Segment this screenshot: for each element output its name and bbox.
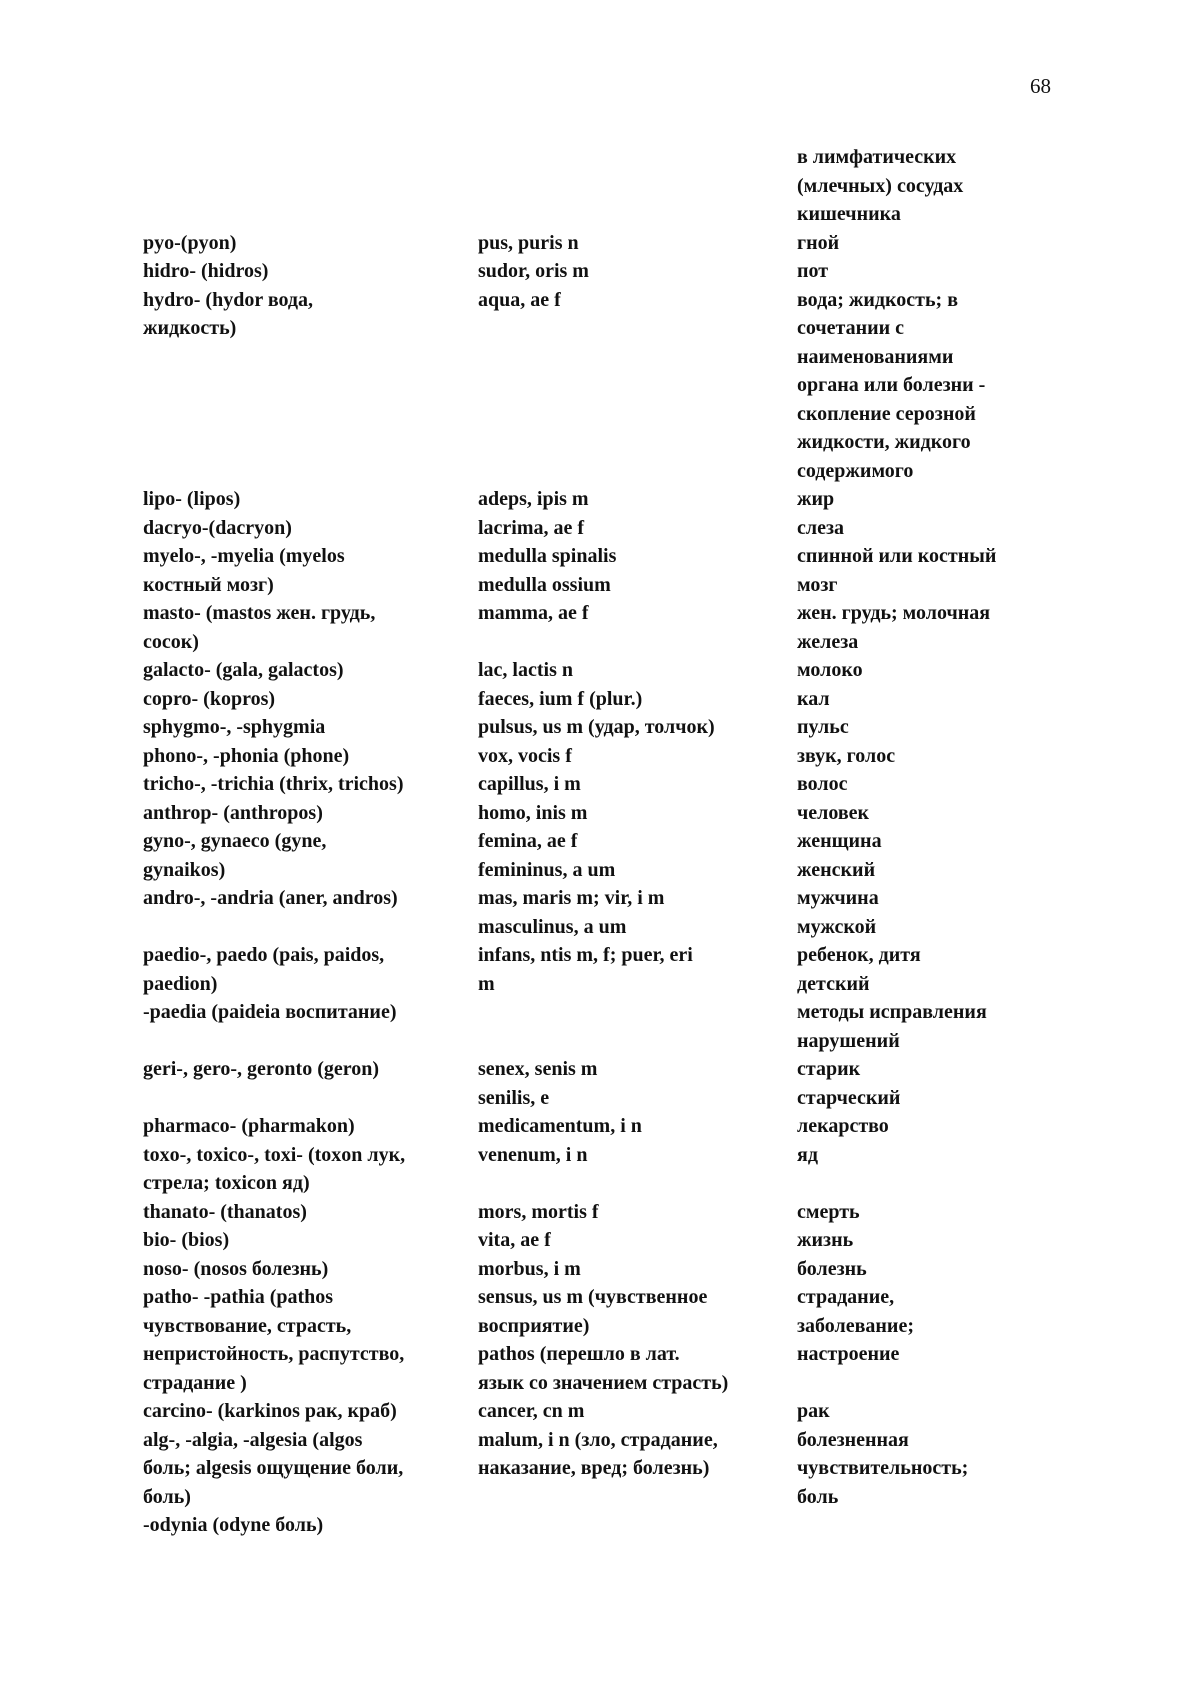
- greek-element-cell: [143, 1226, 473, 1255]
- latin-equivalent-cell: [478, 998, 790, 1055]
- meaning-cell: [795, 1055, 1035, 1112]
- latin-equivalent-cell: [478, 1283, 790, 1397]
- meaning-cell: [795, 799, 1035, 828]
- greek-element-cell: [143, 799, 473, 828]
- meaning-cell: [795, 286, 1035, 486]
- cell-line: сосок): [143, 630, 199, 653]
- cell-line: жидкости, жидкого: [797, 431, 971, 453]
- table-row: [143, 286, 1143, 486]
- latin-equivalent-cell: [478, 229, 790, 258]
- meaning-cell: [795, 713, 1035, 742]
- greek-element-cell: [143, 514, 473, 543]
- cell-line: человек: [797, 801, 870, 824]
- cell-line: bio- (bios): [143, 1229, 230, 1251]
- table-row: [143, 1255, 1143, 1284]
- table-row: [143, 542, 1143, 599]
- cell-line: скопление серозной: [797, 402, 976, 425]
- cell-line: яд: [797, 1143, 818, 1166]
- latin-equivalent-cell: [478, 143, 790, 229]
- cell-line: myelo-, -myelia (myelos: [143, 545, 345, 567]
- cell-line: m: [478, 972, 495, 995]
- latin-equivalent-cell: [478, 1255, 790, 1284]
- cell-line: чувствительность;: [797, 1457, 969, 1479]
- cell-line: [478, 998, 790, 1027]
- greek-element-cell: [143, 742, 473, 771]
- meaning-cell: [795, 1141, 1035, 1198]
- cell-line: женский: [797, 858, 876, 881]
- latin-equivalent-cell: [478, 713, 790, 742]
- cell-line: toxo-, toxico-, toxi- (toxon лук,: [143, 1143, 406, 1166]
- cell-line: venenum, i n: [478, 1143, 588, 1166]
- cell-line: [478, 143, 790, 172]
- cell-line: morbus, i m: [478, 1257, 581, 1280]
- cell-line: femininus, a um: [478, 858, 616, 881]
- cell-line: medulla spinalis: [478, 545, 617, 567]
- cell-line: звук, голос: [797, 744, 896, 767]
- meaning-cell: [795, 1226, 1035, 1255]
- meaning-cell: [795, 1112, 1035, 1141]
- cell-line: thanato- (thanatos): [143, 1200, 307, 1223]
- cell-line: sphygmo-, -sphygmia: [143, 716, 326, 738]
- cell-line: ребенок, дитя: [797, 944, 921, 966]
- greek-element-cell: [143, 1426, 473, 1512]
- table-row: [143, 827, 1143, 884]
- cell-line: lac, lactis n: [478, 659, 573, 681]
- latin-equivalent-cell: [478, 1112, 790, 1141]
- latin-equivalent-cell: [478, 827, 790, 884]
- cell-line: masculinus, a um: [478, 915, 627, 938]
- page-number: 68: [1030, 74, 1051, 98]
- table-row: [143, 1397, 1143, 1426]
- greek-element-cell: [143, 1511, 473, 1540]
- greek-element-cell: [143, 713, 473, 742]
- cell-line: лекарство: [797, 1115, 889, 1137]
- greek-element-cell: [143, 1112, 473, 1141]
- table-row: [143, 742, 1143, 771]
- meaning-cell: [795, 1397, 1035, 1426]
- cell-line: pyo-(pyon): [143, 231, 237, 254]
- meaning-cell: [795, 1426, 1035, 1512]
- meaning-cell: [795, 742, 1035, 771]
- cell-line: чувствование, страсть,: [143, 1314, 352, 1337]
- meaning-cell: [795, 485, 1035, 514]
- greek-element-cell: [143, 998, 473, 1055]
- latin-equivalent-cell: [478, 1226, 790, 1255]
- terminology-table: [143, 143, 1143, 1540]
- table-row: [143, 1141, 1143, 1198]
- meaning-cell: [795, 656, 1035, 685]
- meaning-cell: [795, 257, 1035, 286]
- greek-element-cell: [143, 1255, 473, 1284]
- table-row: [143, 884, 1143, 941]
- cell-line: hidro- (hidros): [143, 260, 269, 282]
- cell-line: восприятие): [478, 1314, 590, 1337]
- cell-line: tricho-, -trichia (thrix, trichos): [143, 773, 404, 795]
- greek-element-cell: [143, 941, 473, 998]
- latin-equivalent-cell: [478, 799, 790, 828]
- cell-line: paedion): [143, 972, 218, 995]
- greek-element-cell: [143, 542, 473, 599]
- cell-line: мужской: [797, 915, 877, 938]
- cell-line: волос: [797, 773, 848, 795]
- cell-line: язык со значением страсть): [478, 1371, 729, 1394]
- cell-line: malum, i n (зло, страдание,: [478, 1428, 718, 1451]
- latin-equivalent-cell: [478, 1141, 790, 1198]
- meaning-cell: [795, 998, 1035, 1055]
- cell-line: geri-, gero-, geronto (geron): [143, 1058, 380, 1080]
- meaning-cell: [795, 770, 1035, 799]
- cell-line: cancer, cn m: [478, 1400, 585, 1422]
- greek-element-cell: [143, 599, 473, 656]
- latin-equivalent-cell: [478, 1198, 790, 1227]
- cell-line: старик: [797, 1058, 861, 1080]
- cell-line: gynaikos): [143, 858, 226, 881]
- greek-element-cell: [143, 143, 473, 229]
- table-row: [143, 1511, 1143, 1540]
- cell-line: мужчина: [797, 887, 879, 909]
- cell-line: настроение: [797, 1343, 900, 1365]
- greek-element-cell: [143, 884, 473, 941]
- table-row: [143, 713, 1143, 742]
- latin-equivalent-cell: [478, 599, 790, 656]
- cell-line: copro- (kopros): [143, 687, 276, 710]
- cell-line: рак: [797, 1400, 830, 1422]
- meaning-cell: [795, 827, 1035, 884]
- cell-line: непристойность, распутство,: [143, 1343, 405, 1365]
- table-row: [143, 1426, 1143, 1512]
- greek-element-cell: [143, 1283, 473, 1397]
- cell-line: стрела; toxicon яд): [143, 1172, 310, 1194]
- latin-equivalent-cell: [478, 1511, 790, 1540]
- table-row: [143, 143, 1143, 229]
- cell-line: мозг: [797, 573, 838, 596]
- meaning-cell: [795, 1511, 1035, 1540]
- latin-equivalent-cell: [478, 1426, 790, 1512]
- table-row: [143, 1283, 1143, 1397]
- cell-line: -paedia (paideia воспитание): [143, 1001, 397, 1023]
- cell-line: вода; жидкость; в: [797, 288, 959, 311]
- cell-line: galacto- (gala, galactos): [143, 659, 344, 681]
- meaning-cell: [795, 514, 1035, 543]
- greek-element-cell: [143, 1055, 473, 1112]
- cell-line: senex, senis m: [478, 1058, 598, 1080]
- cell-line: боль; algesis ощущение боли,: [143, 1457, 404, 1479]
- cell-line: carcino- (karkinos рак, краб): [143, 1400, 397, 1422]
- cell-line: жидкость): [143, 317, 237, 339]
- cell-line: faeces, ium f (plur.): [478, 687, 643, 710]
- cell-line: anthrop- (anthropos): [143, 801, 323, 824]
- cell-line: pus, puris n: [478, 231, 579, 254]
- table-row: [143, 799, 1143, 828]
- meaning-cell: [795, 941, 1035, 998]
- cell-line: жен. грудь; молочная: [797, 602, 991, 624]
- latin-equivalent-cell: [478, 1055, 790, 1112]
- table-row: [143, 998, 1143, 1055]
- cell-line: phono-, -phonia (phone): [143, 744, 350, 767]
- cell-line: alg-, -algia, -algesia (algos: [143, 1428, 363, 1451]
- greek-element-cell: [143, 1198, 473, 1227]
- cell-line: содержимого: [797, 459, 914, 482]
- cell-line: medulla ossium: [478, 573, 611, 596]
- meaning-cell: [795, 599, 1035, 656]
- cell-line: молоко: [797, 659, 863, 681]
- cell-line: patho- -pathia (pathos: [143, 1286, 334, 1308]
- cell-line: vox, vocis f: [478, 744, 572, 767]
- cell-line: детский: [797, 972, 870, 995]
- cell-line: [797, 1511, 1035, 1540]
- cell-line: sudor, oris m: [478, 260, 589, 282]
- cell-line: infans, ntis m, f; puer, eri: [478, 944, 693, 966]
- greek-element-cell: [143, 656, 473, 685]
- greek-element-cell: [143, 229, 473, 258]
- cell-line: нарушений: [797, 1029, 900, 1052]
- greek-element-cell: [143, 827, 473, 884]
- cell-line: pulsus, us m (удар, толчок): [478, 716, 715, 738]
- cell-line: aqua, ae f: [478, 288, 561, 311]
- greek-element-cell: [143, 1397, 473, 1426]
- cell-line: lacrima, ae f: [478, 516, 585, 539]
- cell-line: andro-, -andria (aner, andros): [143, 887, 398, 909]
- latin-equivalent-cell: [478, 742, 790, 771]
- table-row: [143, 941, 1143, 998]
- cell-line: (млечных) сосудах: [797, 174, 964, 197]
- cell-line: наименованиями: [797, 345, 954, 368]
- cell-line: senilis, e: [478, 1086, 550, 1109]
- cell-line: органа или болезни -: [797, 374, 986, 396]
- cell-line: gyno-, gynaeco (gyne,: [143, 830, 327, 852]
- cell-line: пульс: [797, 716, 849, 738]
- cell-line: костный мозг): [143, 573, 274, 596]
- cell-line: жизнь: [797, 1229, 854, 1251]
- table-row: [143, 1198, 1143, 1227]
- latin-equivalent-cell: [478, 770, 790, 799]
- cell-line: страдание ): [143, 1371, 247, 1394]
- cell-line: смерть: [797, 1200, 860, 1223]
- table-row: [143, 229, 1143, 258]
- latin-equivalent-cell: [478, 1397, 790, 1426]
- cell-line: masto- (mastos жен. грудь,: [143, 602, 376, 624]
- cell-line: жир: [797, 488, 835, 510]
- table-row: [143, 1112, 1143, 1141]
- greek-element-cell: [143, 770, 473, 799]
- cell-line: пот: [797, 260, 829, 282]
- greek-element-cell: [143, 286, 473, 486]
- cell-line: mas, maris m; vir, i m: [478, 887, 665, 909]
- table-row: [143, 656, 1143, 685]
- cell-line: женщина: [797, 830, 882, 852]
- meaning-cell: [795, 884, 1035, 941]
- meaning-cell: [795, 229, 1035, 258]
- cell-line: capillus, i m: [478, 773, 581, 795]
- cell-line: кал: [797, 687, 830, 710]
- cell-line: hydro- (hydor вода,: [143, 288, 314, 311]
- latin-equivalent-cell: [478, 884, 790, 941]
- cell-line: vita, ae f: [478, 1229, 551, 1251]
- greek-element-cell: [143, 685, 473, 714]
- latin-equivalent-cell: [478, 286, 790, 486]
- cell-line: болезненная: [797, 1428, 909, 1451]
- greek-element-cell: [143, 485, 473, 514]
- cell-line: боль): [143, 1485, 191, 1508]
- meaning-cell: [795, 685, 1035, 714]
- cell-line: железа: [797, 630, 859, 653]
- cell-line: paedio-, paedo (pais, paidos,: [143, 944, 385, 966]
- cell-line: старческий: [797, 1086, 901, 1109]
- cell-line: методы исправления: [797, 1001, 987, 1023]
- latin-equivalent-cell: [478, 656, 790, 685]
- cell-line: pathos (перешло в лат.: [478, 1343, 680, 1365]
- cell-line: кишечника: [797, 203, 901, 225]
- cell-line: sensus, us m (чувственное: [478, 1286, 708, 1308]
- meaning-cell: [795, 143, 1035, 229]
- cell-line: mors, mortis f: [478, 1200, 599, 1223]
- meaning-cell: [795, 1198, 1035, 1227]
- cell-line: pharmaco- (pharmakon): [143, 1115, 355, 1137]
- meaning-cell: [795, 1255, 1035, 1284]
- cell-line: спинной или костный: [797, 545, 997, 567]
- cell-line: слеза: [797, 516, 845, 539]
- cell-line: medicamentum, i n: [478, 1115, 642, 1137]
- cell-line: femina, ae f: [478, 830, 578, 852]
- latin-equivalent-cell: [478, 485, 790, 514]
- latin-equivalent-cell: [478, 941, 790, 998]
- latin-equivalent-cell: [478, 542, 790, 599]
- greek-element-cell: [143, 1141, 473, 1198]
- cell-line: homo, inis m: [478, 801, 588, 824]
- table-row: [143, 485, 1143, 514]
- cell-line: noso- (nosos болезнь): [143, 1257, 329, 1280]
- cell-line: страдание,: [797, 1286, 895, 1308]
- table-row: [143, 599, 1143, 656]
- cell-line: боль: [797, 1485, 839, 1508]
- cell-line: adeps, ipis m: [478, 488, 589, 510]
- latin-equivalent-cell: [478, 685, 790, 714]
- table-row: [143, 1226, 1143, 1255]
- cell-line: заболевание;: [797, 1314, 914, 1337]
- cell-line: dacryo-(dacryon): [143, 516, 292, 539]
- cell-line: болезнь: [797, 1257, 867, 1280]
- cell-line: сочетании с: [797, 317, 905, 339]
- cell-line: [143, 143, 463, 172]
- meaning-cell: [795, 1283, 1035, 1397]
- cell-line: mamma, ae f: [478, 602, 589, 624]
- table-row: [143, 685, 1143, 714]
- cell-line: в лимфатических: [797, 146, 957, 168]
- meaning-cell: [795, 542, 1035, 599]
- cell-line: lipo- (lipos): [143, 488, 241, 510]
- greek-element-cell: [143, 257, 473, 286]
- table-row: [143, 1055, 1143, 1112]
- cell-line: наказание, вред; болезнь): [478, 1457, 710, 1479]
- table-row: [143, 514, 1143, 543]
- cell-line: -odynia (odyne боль): [143, 1514, 324, 1536]
- cell-line: гной: [797, 231, 840, 254]
- cell-line: [478, 1511, 790, 1540]
- table-row: [143, 257, 1143, 286]
- latin-equivalent-cell: [478, 257, 790, 286]
- latin-equivalent-cell: [478, 514, 790, 543]
- table-row: [143, 770, 1143, 799]
